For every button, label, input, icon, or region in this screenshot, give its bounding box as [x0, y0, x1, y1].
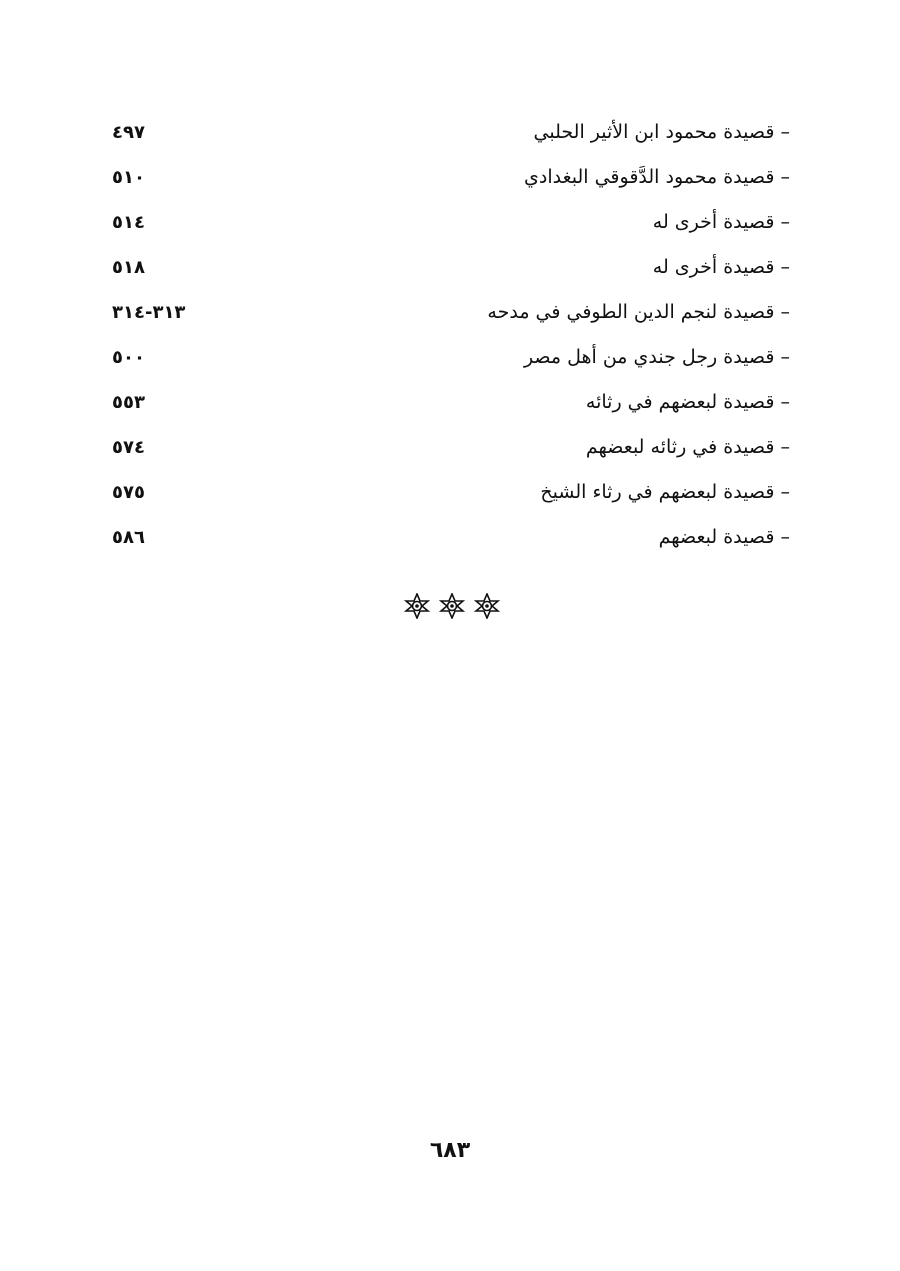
- index-entry: [112, 200, 790, 245]
- entry-page-number: ٥١٨: [112, 257, 145, 278]
- index-entry: [112, 110, 790, 155]
- entry-page-number: ٤٩٧: [112, 122, 145, 143]
- index-entry: [112, 335, 790, 380]
- entry-title: – قصيدة لبعضهم في رثائه: [585, 391, 790, 413]
- index-list: [112, 110, 790, 560]
- index-entry: [112, 425, 790, 470]
- entry-title: – قصيدة أخرى له: [652, 256, 790, 278]
- entry-page-number: ٥١٠: [112, 167, 145, 188]
- page-number: ٦٨٣: [429, 1138, 471, 1163]
- entry-page-number: ٥٥٣: [112, 392, 145, 413]
- entry-title: – قصيدة رجل جندي من أهل مصر: [523, 346, 790, 368]
- index-entry: [112, 155, 790, 200]
- flower-ornament-icon: [404, 593, 430, 619]
- flower-ornament-icon: [439, 593, 465, 619]
- entry-page-number: ٥١٤: [112, 212, 145, 233]
- entry-title: – قصيدة لبعضهم في رثاء الشيخ: [540, 481, 790, 503]
- entry-title: – قصيدة محمود الدَّقوقي البغدادي: [524, 166, 790, 188]
- entry-page-number: ٥٧٤: [112, 437, 145, 458]
- section-end-ornaments: [404, 591, 500, 621]
- entry-page-number: ٥٨٦: [112, 527, 145, 548]
- flower-ornament-icon: [474, 593, 500, 619]
- entry-page-number: ٥٧٥: [112, 482, 145, 503]
- entry-title: – قصيدة في رثائه لبعضهم: [585, 436, 790, 458]
- index-entry: [112, 245, 790, 290]
- entry-title: – قصيدة محمود ابن الأثير الحلبي: [533, 121, 790, 143]
- index-entry: [112, 380, 790, 425]
- entry-title: – قصيدة لبعضهم: [658, 526, 790, 548]
- index-entry: [112, 515, 790, 560]
- entry-page-number: ٥٠٠: [112, 347, 145, 368]
- entry-title: – قصيدة أخرى له: [652, 211, 790, 233]
- index-entry: [112, 290, 790, 335]
- index-entry: [112, 470, 790, 515]
- entry-page-number: ٣١٣-٣١٤: [112, 302, 186, 323]
- entry-title: – قصيدة لنجم الدين الطوفي في مدحه: [487, 301, 790, 323]
